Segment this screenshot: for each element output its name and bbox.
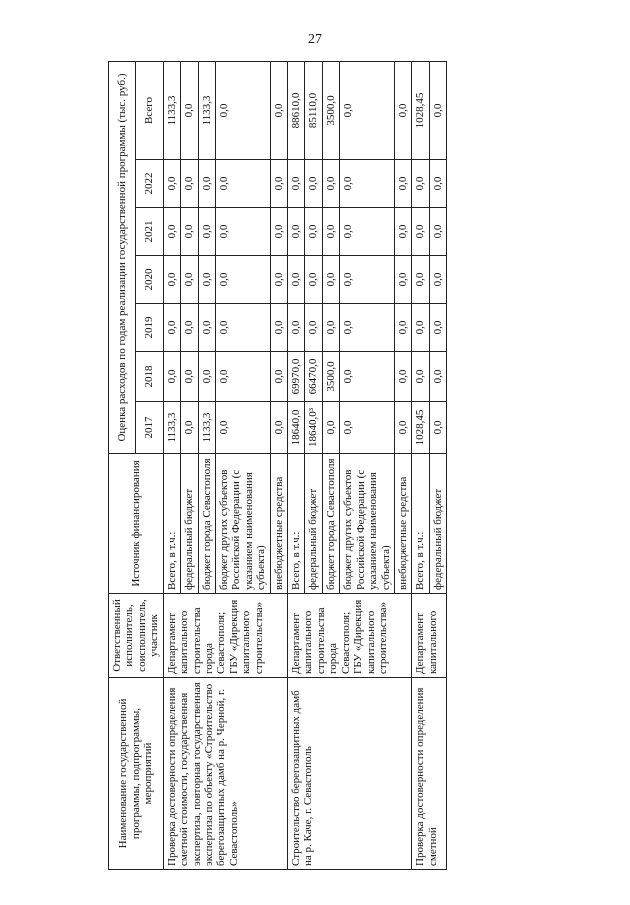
value-cell: 0,0: [429, 208, 446, 256]
value-cell: 0,0: [429, 352, 446, 402]
value-cell: 0,0: [395, 304, 412, 352]
value-cell: 0,0: [181, 256, 198, 304]
header-name: Наименование государственной программы, подпрограммы, мероприятий: [109, 678, 164, 870]
value-cell: 0,0: [270, 402, 287, 454]
total-cell: 1133,3: [198, 62, 215, 160]
value-cell: 1133,3: [163, 402, 180, 454]
value-cell: 0,0: [288, 256, 305, 304]
value-cell: 0,0: [181, 402, 198, 454]
financing-source: внебюджетные средства: [395, 454, 412, 594]
value-cell: 0,0: [322, 160, 339, 208]
value-cell: 18640,0³: [305, 402, 322, 454]
value-cell: 0,0: [322, 208, 339, 256]
value-cell: 0,0: [340, 304, 395, 352]
header-responsible: Ответственный исполнитель, соисполнитель, участник: [109, 594, 164, 678]
header-source: Источник финансирования: [109, 454, 164, 594]
total-cell: 0,0: [429, 62, 446, 160]
header-total: Всего: [136, 62, 163, 160]
value-cell: 0,0: [429, 256, 446, 304]
total-cell: 0,0: [340, 62, 395, 160]
financing-table: [108, 61, 447, 870]
value-cell: 3500,0: [322, 352, 339, 402]
value-cell: 0,0: [270, 256, 287, 304]
value-cell: 0,0: [305, 208, 322, 256]
financing-source: федеральный бюджет: [429, 454, 446, 594]
value-cell: 0,0: [288, 208, 305, 256]
financing-source: Всего, в т.ч.:: [412, 454, 429, 594]
total-cell: 3500,0: [322, 62, 339, 160]
value-cell: 0,0: [395, 160, 412, 208]
value-cell: 0,0: [412, 304, 429, 352]
header-year: 2019: [136, 304, 163, 352]
value-cell: 0,0: [340, 160, 395, 208]
rotated-table-container: [108, 62, 566, 870]
financing-source: бюджет других субъектов Российской Федерации (с указанием наименования субъекта): [340, 454, 395, 594]
value-cell: 0,0: [163, 352, 180, 402]
page-number: 27: [308, 32, 322, 47]
value-cell: 0,0: [395, 208, 412, 256]
value-cell: 1028,45: [412, 402, 429, 454]
value-cell: 0,0: [198, 256, 215, 304]
value-cell: 0,0: [322, 304, 339, 352]
value-cell: 0,0: [215, 160, 270, 208]
value-cell: 18640,0: [288, 402, 305, 454]
financing-source: федеральный бюджет: [181, 454, 198, 594]
value-cell: 0,0: [288, 304, 305, 352]
value-cell: 0,0: [429, 402, 446, 454]
value-cell: 0,0: [215, 402, 270, 454]
total-cell: 1133,3: [163, 62, 180, 160]
financing-source: бюджет города Севастополя: [322, 454, 339, 594]
total-cell: 1028,45: [412, 62, 429, 160]
responsible-party: Департамент капитального строительства города Севастополя; ГБУ «Дирекция капитального строительства»: [288, 594, 412, 678]
total-cell: 85110,0: [305, 62, 322, 160]
value-cell: 1133,3: [198, 402, 215, 454]
value-cell: 0,0: [395, 402, 412, 454]
value-cell: 0,0: [181, 160, 198, 208]
value-cell: 0,0: [412, 352, 429, 402]
header-estimate: Оценка расходов по годам реализации государственной программы (тыс. руб.): [109, 62, 136, 454]
total-cell: 88610,0: [288, 62, 305, 160]
responsible-party: Департамент капитального строительства города Севастополя; ГБУ «Дирекция капитального строительства»: [163, 594, 287, 678]
financing-source: Всего, в т.ч.:: [163, 454, 180, 594]
header-row-1: [109, 62, 136, 870]
value-cell: 0,0: [340, 208, 395, 256]
value-cell: 0,0: [322, 256, 339, 304]
value-cell: 0,0: [215, 208, 270, 256]
value-cell: 0,0: [198, 208, 215, 256]
value-cell: 0,0: [215, 352, 270, 402]
header-year: 2017: [136, 402, 163, 454]
table-row: [412, 62, 429, 870]
value-cell: 0,0: [163, 160, 180, 208]
value-cell: 0,0: [412, 208, 429, 256]
value-cell: 0,0: [181, 304, 198, 352]
value-cell: 0,0: [340, 352, 395, 402]
rotated-table-area: [108, 62, 566, 870]
value-cell: 0,0: [395, 352, 412, 402]
value-cell: 0,0: [198, 160, 215, 208]
value-cell: 0,0: [163, 256, 180, 304]
value-cell: 0,0: [305, 304, 322, 352]
value-cell: 0,0: [270, 352, 287, 402]
program-name: Проверка достоверности определения сметной: [412, 678, 447, 870]
value-cell: 0,0: [181, 208, 198, 256]
value-cell: 0,0: [395, 256, 412, 304]
value-cell: 0,0: [181, 352, 198, 402]
value-cell: 0,0: [305, 256, 322, 304]
financing-source: бюджет других субъектов Российской Федерации (с указанием наименования субъекта): [215, 454, 270, 594]
value-cell: 0,0: [429, 304, 446, 352]
header-year: 2018: [136, 352, 163, 402]
value-cell: 66470,0: [305, 352, 322, 402]
value-cell: 0,0: [340, 256, 395, 304]
table-row: [288, 62, 305, 870]
header-year: 2020: [136, 256, 163, 304]
value-cell: 0,0: [288, 160, 305, 208]
financing-source: внебюджетные средства: [270, 454, 287, 594]
total-cell: 0,0: [215, 62, 270, 160]
total-cell: 0,0: [181, 62, 198, 160]
table-row: [163, 62, 180, 870]
header-year: 2021: [136, 208, 163, 256]
total-cell: 0,0: [395, 62, 412, 160]
financing-source: федеральный бюджет: [305, 454, 322, 594]
value-cell: 0,0: [322, 402, 339, 454]
value-cell: 0,0: [429, 160, 446, 208]
value-cell: 0,0: [270, 208, 287, 256]
value-cell: 0,0: [305, 160, 322, 208]
program-name: Проверка достоверности определения сметной стоимости, государственная экспертиза, повторная государственная экспертиза по объекту «Строительство берегозащитных дамб на р. Черной, г. Севастополь»: [163, 678, 287, 870]
value-cell: 0,0: [198, 352, 215, 402]
program-name: Строительство берегозащитных дамб на р. Каче, г. Севастополь: [288, 678, 412, 870]
value-cell: 0,0: [412, 160, 429, 208]
financing-source: Всего, в т.ч.:: [288, 454, 305, 594]
financing-source: бюджет города Севастополя: [198, 454, 215, 594]
value-cell: 0,0: [163, 208, 180, 256]
value-cell: 0,0: [215, 304, 270, 352]
value-cell: 0,0: [270, 160, 287, 208]
value-cell: 0,0: [270, 304, 287, 352]
responsible-party: Департамент капитального: [412, 594, 447, 678]
total-cell: 0,0: [270, 62, 287, 160]
value-cell: 0,0: [340, 402, 395, 454]
value-cell: 0,0: [163, 304, 180, 352]
value-cell: 0,0: [198, 304, 215, 352]
value-cell: 69970,0: [288, 352, 305, 402]
value-cell: 0,0: [215, 256, 270, 304]
header-year: 2022: [136, 160, 163, 208]
value-cell: 0,0: [412, 256, 429, 304]
